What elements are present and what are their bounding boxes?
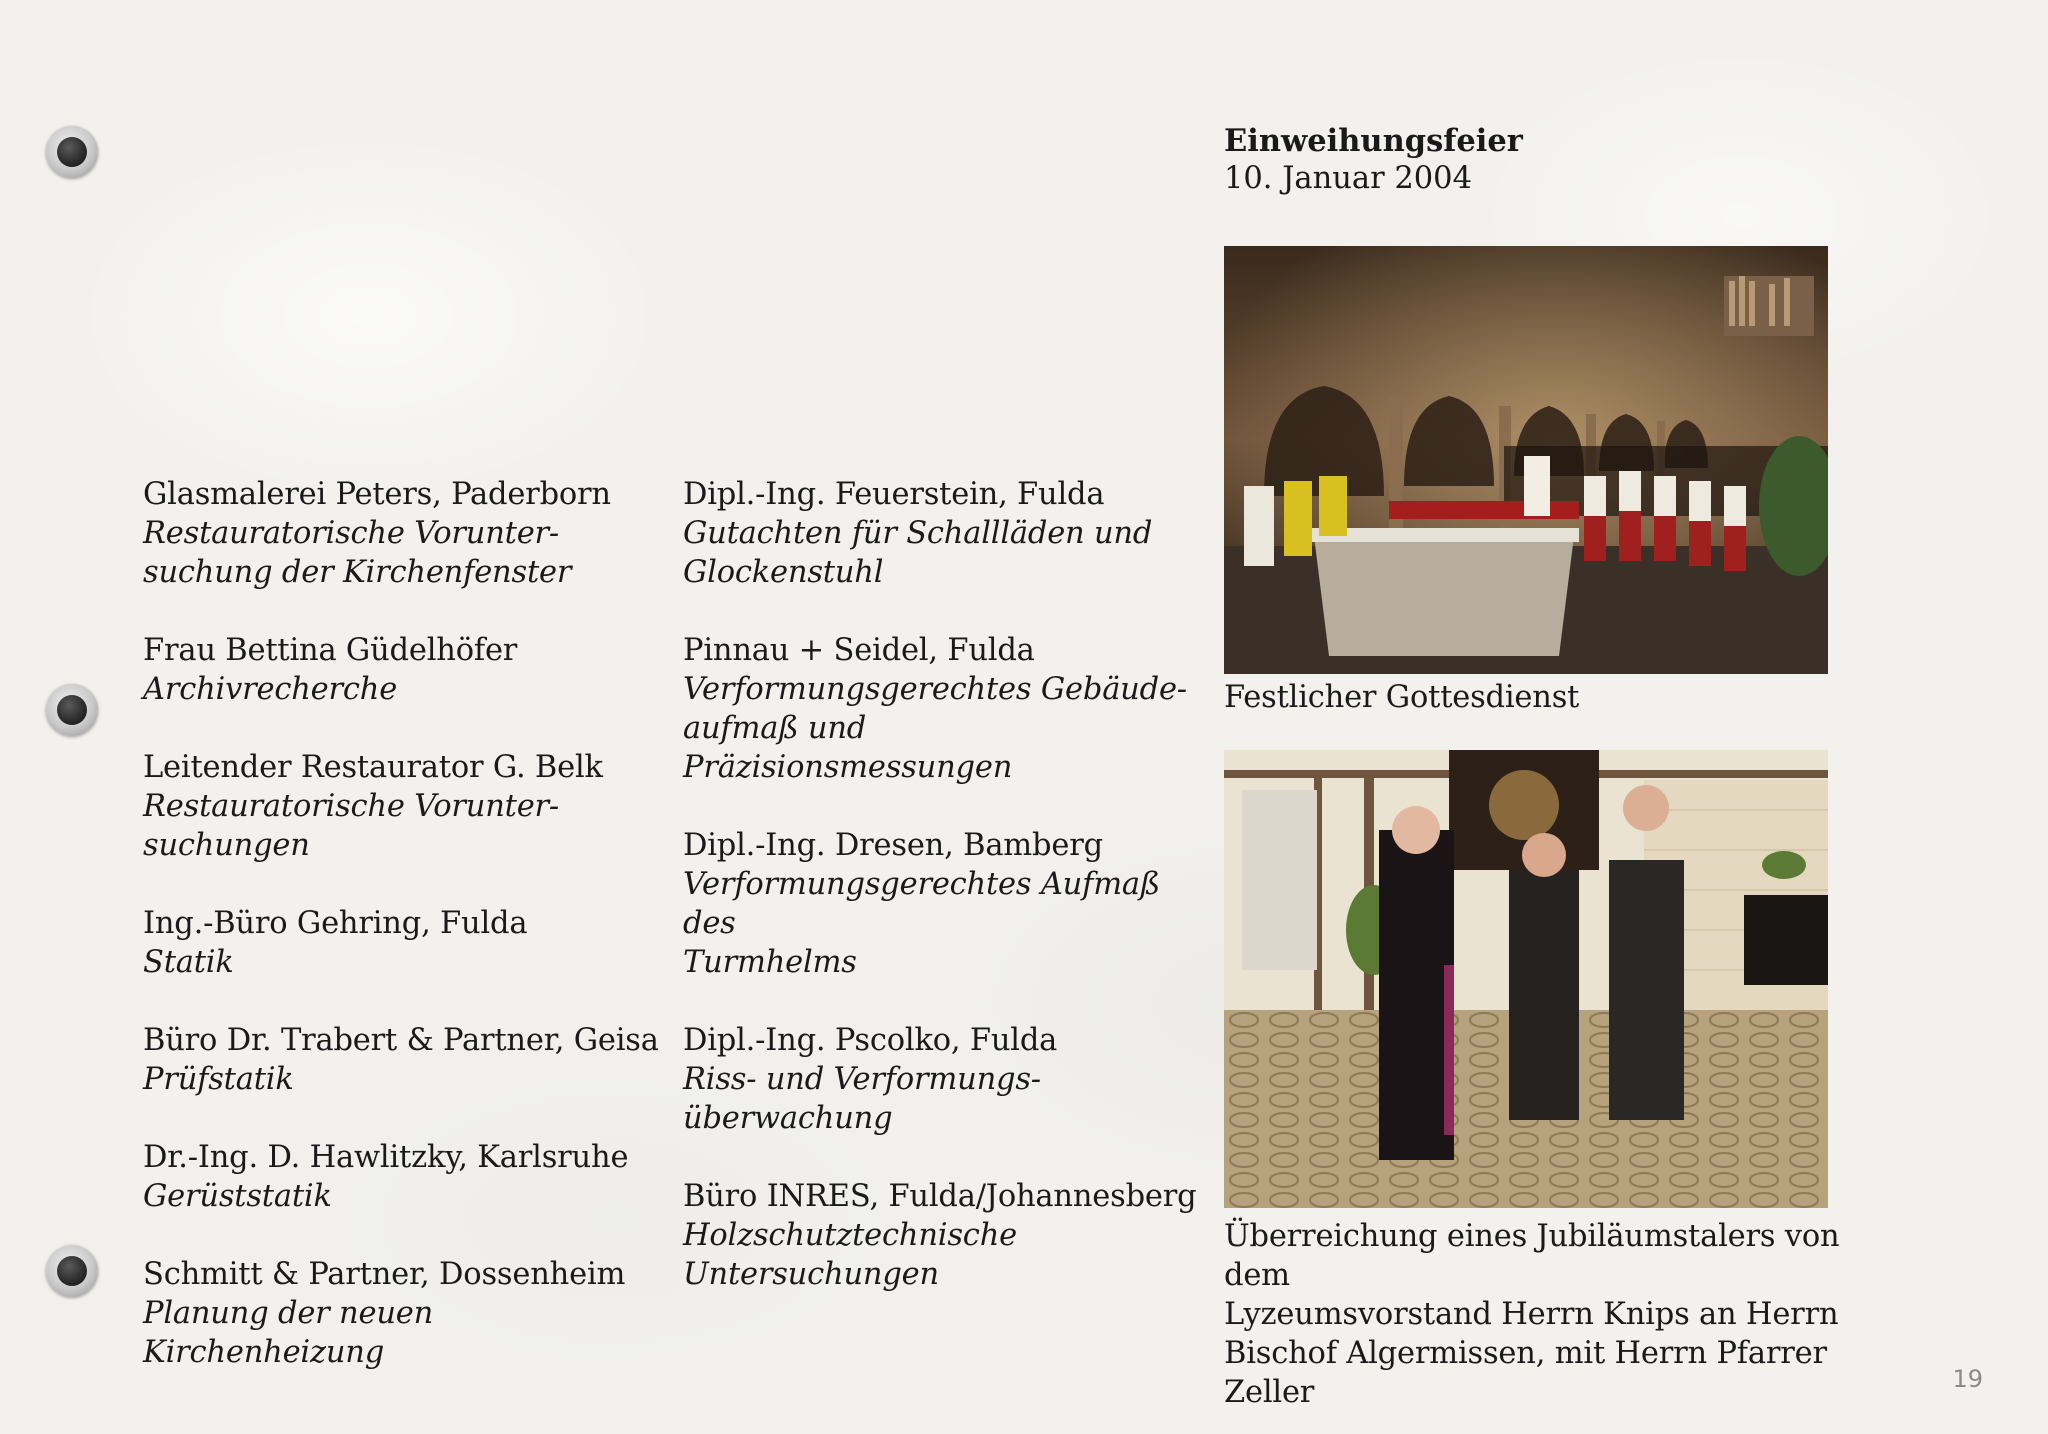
credit-entry	[683, 826, 1203, 982]
credit-description: Archivrecherche	[143, 672, 398, 707]
credit-entry	[143, 1255, 663, 1372]
credit-entry	[143, 904, 663, 982]
credit-name: Dipl.-Ing. Pscolko, Fulda	[683, 1023, 1058, 1058]
credit-entry	[683, 475, 1203, 592]
credit-description: Verformungsgerechtes Gebäude- aufmaß und Präzisionsmessungen	[683, 672, 1187, 785]
credits-middle-column	[683, 475, 1203, 1333]
credit-name: Büro INRES, Fulda/Johannesberg	[683, 1179, 1197, 1214]
credit-name: Pinnau + Seidel, Fulda	[683, 633, 1035, 668]
credit-name: Dipl.-Ing. Dresen, Bamberg	[683, 828, 1103, 863]
photo-presentation	[1224, 750, 1828, 1208]
credit-description: Prüfstatik	[143, 1062, 294, 1097]
credit-description: Gerüststatik	[143, 1179, 332, 1214]
credit-name: Büro Dr. Trabert & Partner, Geisa	[143, 1023, 659, 1058]
page-number: 19	[1952, 1365, 1983, 1393]
credit-name: Schmitt & Partner, Dossenheim	[143, 1257, 626, 1292]
punch-hole-top	[46, 126, 98, 178]
credit-entry	[143, 631, 663, 709]
credit-entry	[143, 475, 663, 592]
punch-hole-bottom	[46, 1245, 98, 1297]
credit-description: Restauratorische Vorunter- suchungen	[143, 789, 560, 863]
credit-name: Glasmalerei Peters, Paderborn	[143, 477, 611, 512]
credit-entry	[143, 748, 663, 865]
event-title: Einweihungsfeier	[1224, 123, 1523, 159]
credit-description: Holzschutztechnische Untersuchungen	[683, 1218, 1017, 1292]
event-header	[1224, 122, 1523, 198]
photo-caption: Überreichung eines Jubiläumstalers von dem Lyzeumsvorstand Herrn Knips an Herrn Bischof Algermissen, mit Herrn Pfarrer Zeller	[1224, 1219, 1840, 1410]
credit-description: Planung der neuen Kirchenheizung	[143, 1296, 434, 1370]
credit-description: Gutachten für Schallläden und Glockenstuhl	[683, 516, 1153, 590]
credit-entry	[143, 1021, 663, 1099]
credit-name: Ing.-Büro Gehring, Fulda	[143, 906, 528, 941]
credit-description: Restauratorische Vorunter- suchung der Kirchenfenster	[143, 516, 572, 590]
credit-entry	[143, 1138, 663, 1216]
credit-name: Leitender Restaurator G. Belk	[143, 750, 603, 785]
event-date: 10. Januar 2004	[1224, 161, 1472, 196]
photo-church-service	[1224, 246, 1828, 674]
credit-description: Statik	[143, 945, 234, 980]
credit-name: Dr.-Ing. D. Hawlitzky, Karlsruhe	[143, 1140, 629, 1175]
punch-hole-middle	[46, 684, 98, 736]
credits-left-column	[143, 475, 663, 1411]
photo-caption: Festlicher Gottesdienst	[1224, 680, 1580, 715]
credit-name: Dipl.-Ing. Feuerstein, Fulda	[683, 477, 1105, 512]
credit-description: Verformungsgerechtes Aufmaß des Turmhelms	[683, 867, 1161, 980]
credit-entry	[683, 1021, 1203, 1138]
credit-entry	[683, 1177, 1203, 1294]
credit-name: Frau Bettina Güdelhöfer	[143, 633, 518, 668]
credit-description: Riss- und Verformungs- überwachung	[683, 1062, 1041, 1136]
credit-entry	[683, 631, 1203, 787]
